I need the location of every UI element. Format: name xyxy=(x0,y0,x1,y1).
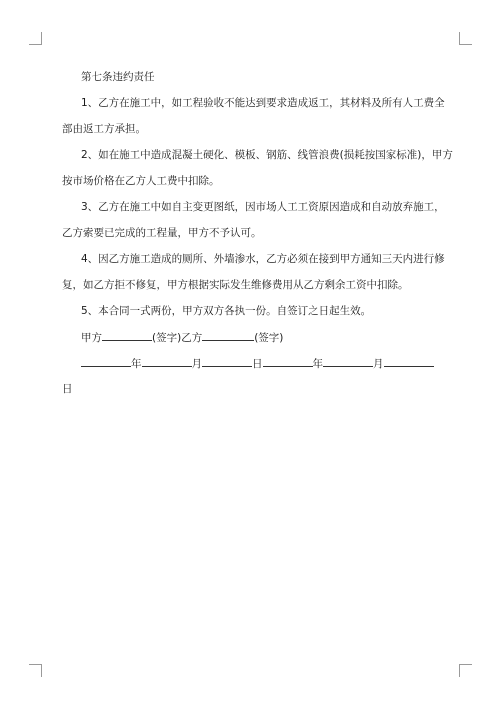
date-blank-2 xyxy=(142,356,192,367)
clause-4-line-2: 复，如乙方拒不修复，甲方根据实际发生维修费用从乙方剩余工资中扣除。 xyxy=(62,279,409,291)
date-day-2: 日 xyxy=(62,383,73,395)
date-blank-4 xyxy=(263,356,313,367)
clause-3-line-2: 乙方索要已完成的工程量，甲方不予认可。 xyxy=(62,227,262,239)
date-blank-3 xyxy=(202,356,252,367)
date-month-1: 月 xyxy=(191,358,202,370)
date-blank-6 xyxy=(384,356,434,367)
clause-1-line-1: 1、乙方在施工中，如工程验收不能达到要求造成返工，其材料及所有人工费全 xyxy=(81,97,445,109)
crop-mark-top-right xyxy=(459,32,472,45)
crop-mark-bottom-left xyxy=(29,664,42,677)
crop-mark-bottom-right xyxy=(459,664,472,677)
date-year-1: 年 xyxy=(131,358,142,370)
clause-2-line-2: 按市场价格在乙方人工费中扣除。 xyxy=(62,175,220,187)
date-year-2: 年 xyxy=(312,358,323,370)
party-a-signature-blank xyxy=(102,330,152,341)
party-a-label: 甲方 xyxy=(81,332,102,344)
signature-line xyxy=(81,330,283,345)
date-blank-1 xyxy=(81,356,131,367)
date-month-2: 月 xyxy=(373,358,384,370)
clause-4-line-1: 4、因乙方施工造成的厕所、外墙渗水，乙方必须在接到甲方通知三天内进行修 xyxy=(81,253,445,265)
clause-2-line-1: 2、如在施工中造成混凝土硬化、模板、钢筋、线管浪费(损耗按国家标准)，甲方 xyxy=(81,149,453,161)
date-line xyxy=(81,356,434,371)
clause-3-line-1: 3、乙方在施工中如自主变更图纸，因市场人工工资原因造成和自动放弃施工， xyxy=(81,201,445,213)
date-day-1: 日 xyxy=(252,358,263,370)
sign-b-label: (签字) xyxy=(254,332,284,344)
sign-a-label: (签字)乙方 xyxy=(152,332,203,344)
party-b-signature-blank xyxy=(202,330,254,341)
clause-1-line-2: 部由返工方承担。 xyxy=(62,123,146,135)
crop-mark-top-left xyxy=(29,32,42,45)
article-title: 第七条违约责任 xyxy=(81,71,155,83)
clause-5-line-1: 5、本合同一式两份，甲方双方各执一份。自签订之日起生效。 xyxy=(81,305,372,317)
date-blank-5 xyxy=(323,356,373,367)
